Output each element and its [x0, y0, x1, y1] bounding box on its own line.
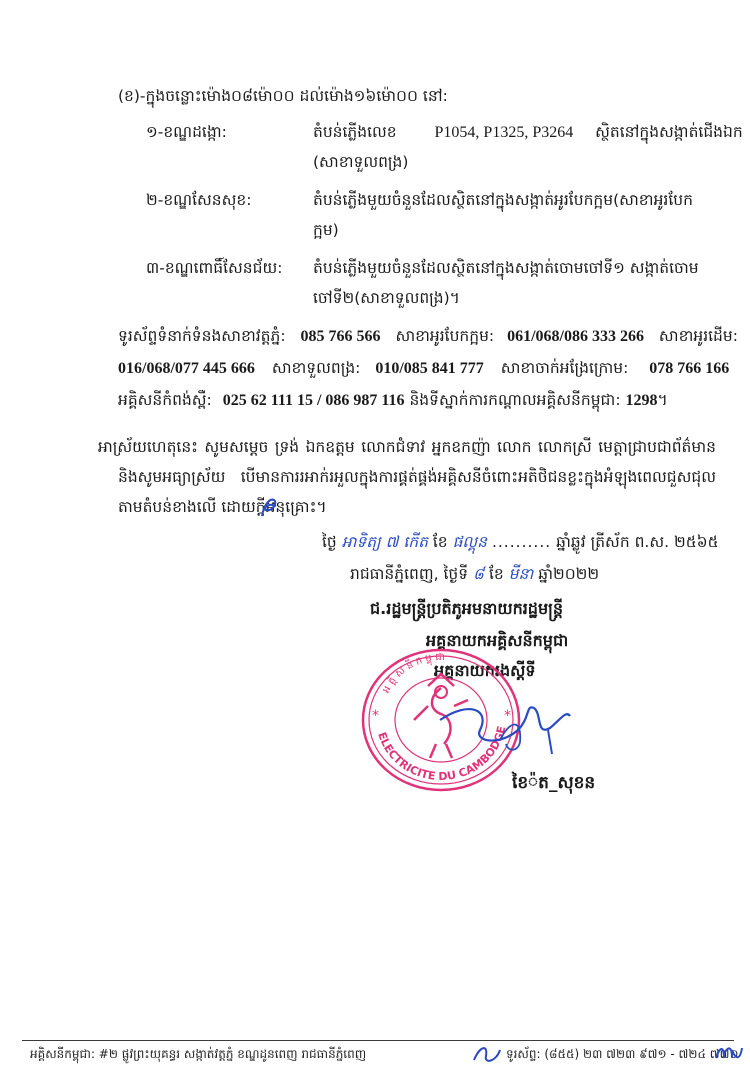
- call-center-end: ។: [657, 391, 668, 409]
- footer-rule: [22, 1040, 734, 1041]
- lunar-date-line: ថ្ងៃ អាទិត្យ ៧ កើត ខែ ផល្គុន .......... ឆ្នាំឆ្លូវ ត្រីស័ក ព.ស. ២៥៦៥: [322, 533, 719, 551]
- call-center-label: និងទីស្នាក់ការកណ្តាលអគ្គិសនីកម្ពុជា:: [409, 391, 621, 409]
- item-3-label: ៣-ខណ្ឌពោធិ៍សែនជ័យ:: [146, 259, 283, 277]
- call-center-number: 1298: [625, 392, 658, 409]
- item-3-text: តំបន់ភ្លើងមួយចំនួនដែលស្ថិតនៅក្នុងសង្កាត់ចោមចៅទី១ សង្កាត់ចោម: [313, 259, 699, 277]
- footer-address: អគ្គិសនីកម្ពុជា: #២ ផ្លូវព្រះយុគន្ធរ សង្កាត់វត្តភ្នំ ខណ្ឌដូនពេញ រាជធានីភ្នំពេញ: [30, 1047, 367, 1061]
- footer-initial-icon: [470, 1040, 504, 1068]
- signatory-name: ខៃ៉ត_សុខន: [512, 773, 596, 793]
- solar-date-prefix: រាជធានីភ្នំពេញ, ថ្ងៃទី: [350, 565, 469, 583]
- signatory-title-3: អគ្គនាយករងស្តីទី: [434, 661, 536, 680]
- ou-doem-label: សាខាអូរដើម:: [658, 327, 738, 345]
- signatory-title-2: អគ្គនាយកអគ្គិសនីកម្ពុជា: [426, 631, 569, 650]
- initial-mark-icon: [256, 494, 282, 520]
- lunar-month-handwritten: ផល្គុន: [452, 533, 487, 551]
- item-1-label: ១-ខណ្ឌដង្កោ:: [146, 123, 227, 141]
- item-2-text: តំបន់ភ្លើងមួយចំនួនដែលស្ថិតនៅក្នុងសង្កាត់អូរបែកក្អម(សាខាអូរបែក: [313, 191, 693, 209]
- lunar-year: ឆ្នាំឆ្លូវ ត្រីស័ក ព.ស. ២៥៦៥: [556, 533, 719, 551]
- contacts-line-3: [118, 390, 668, 413]
- solar-year: ឆ្នាំ២០២២: [538, 565, 600, 583]
- body-paragraph: អាស្រ័យហេតុនេះ សូមសម្តេច ទ្រង់ ឯកឧត្តម លោកជំទាវ អ្នកឧកញ៉ា លោក លោកស្រី មេត្តាជ្រាបជាព័ត៌មាន និងសូមអធ្យាស្រ័យ បើមានការរអាក់រអួលក្នុងការផ្គត់ផ្គង់អគ្គិសនីចំពោះអតិថិជនខ្លះក្នុងអំឡុងពេលជួសជុលតាមតំបន់ខាងលើ ដោយក្តីអនុគ្រោះ។: [98, 438, 716, 516]
- svg-text:*: *: [372, 708, 379, 724]
- phone-tuol-pongro: 010/085 841 777: [375, 360, 484, 377]
- item-1-prefix: តំបន់ភ្លើងលេខ: [313, 123, 397, 141]
- footer-phone: ទូរស័ព្ទ: (៨៥៥) ២៣ ៧២៣ ៩៧១ - ៧២៤ ៧៧១: [506, 1047, 739, 1061]
- signatory-title-1: ជ.រដ្ឋមន្ត្រីប្រតិភូអមនាយករដ្ឋមន្ត្រី: [370, 599, 564, 618]
- phone-ou-baek: 061/068/086 333 266: [507, 328, 644, 345]
- contacts-line-2: [118, 358, 729, 381]
- footer-signature-icon: [714, 1040, 746, 1066]
- item-2-label: ២-ខណ្ឌសែនសុខ:: [146, 191, 252, 209]
- stamp-text: ELECTRICITE DU CAMBODGE: [375, 724, 509, 784]
- lunar-day-handwritten: អាទិត្យ ៧ កើត: [341, 533, 428, 551]
- item-3-branch: ចៅទី២(សាខាទួលពង្រ)។: [313, 289, 460, 307]
- contacts-line-1: [118, 326, 738, 349]
- section-header: (ខ)-ក្នុងចន្លោះម៉ោង០៨ម៉ោ០០ ដល់ម៉ោង១៦ម៉ោ០០ នៅ:: [118, 87, 448, 105]
- chbar-ampov-label: សាខាចាក់អង្រែក្រោម:: [500, 359, 629, 377]
- phone-chbar-ampov: 078 766 166: [649, 360, 730, 377]
- tuol-pongro-label: សាខាទួលពង្រ:: [271, 359, 361, 377]
- item-1-codes: P1054, P1325, P3264: [434, 124, 574, 141]
- contacts-intro: ទូរស័ព្ទទំនាក់ទំនងសាខាវត្តភ្នំ:: [118, 327, 286, 345]
- item-1-location: ស្ថិតនៅក្នុងសង្កាត់ជើងឯក: [595, 123, 743, 141]
- item-1-branch: (សាខាទួលពង្រ): [313, 153, 409, 171]
- lunar-date-prefix: ថ្ងៃ: [322, 533, 337, 551]
- solar-day-handwritten: ៨: [473, 565, 485, 583]
- stamp-top-text: អ គ្គិ ស នី ក ម្ពុ ជា: [380, 651, 445, 695]
- phone-wat-phnom: 085 766 566: [300, 328, 381, 345]
- svg-text:*: *: [504, 708, 511, 724]
- item-1-text: [313, 122, 743, 145]
- hotline-label: អគ្គិសនីកំពង់ស្ពឺ:: [118, 391, 212, 409]
- phone-ou-doem: 016/068/077 445 666: [118, 360, 255, 377]
- ou-baek-label: សាខាអូរបែកក្អម:: [395, 327, 495, 345]
- solar-month-label: ខែ: [488, 565, 504, 583]
- solar-month-handwritten: មីនា: [508, 565, 534, 583]
- phone-hotline: 025 62 111 15 / 086 987 116: [222, 392, 405, 409]
- lunar-month-label: ខែ: [432, 533, 448, 551]
- solar-date-line: [350, 564, 599, 587]
- item-2-branch: ក្អម): [313, 221, 339, 239]
- signature-icon: [430, 690, 580, 760]
